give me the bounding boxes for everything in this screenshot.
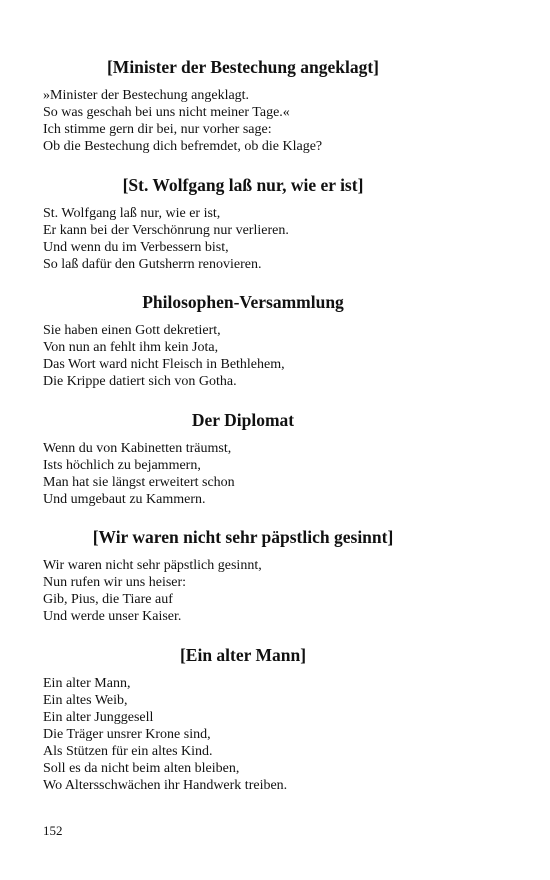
- poem-line: Und umgebaut zu Kammern.: [43, 492, 206, 507]
- poem-line: Die Krippe datiert sich von Gotha.: [43, 374, 237, 389]
- poem-line: Das Wort ward nicht Fleisch in Bethlehem,: [43, 357, 285, 372]
- poem-title: Philosophen-Versammlung: [142, 292, 344, 312]
- poem-wir-waren: [43, 527, 443, 625]
- poem-line: Soll es da nicht beim alten bleiben,: [43, 761, 240, 776]
- poem-line: Und werde unser Kaiser.: [43, 609, 182, 624]
- poem-line: Gib, Pius, die Tiare auf: [43, 592, 173, 607]
- poem-line: Ich stimme gern dir bei, nur vorher sage:: [43, 122, 272, 137]
- poem-lines: [43, 87, 443, 155]
- poem-line: Und wenn du im Verbessern bist,: [43, 240, 229, 255]
- poem-lines: [43, 322, 443, 390]
- poem-line: Von nun an fehlt ihm kein Jota,: [43, 340, 219, 355]
- poem-line: So laß dafür den Gutsherrn renovieren.: [43, 257, 262, 272]
- poem-line: »Minister der Bestechung angeklagt.: [43, 88, 250, 103]
- poem-line: Als Stützen für ein altes Kind.: [43, 744, 213, 759]
- poem-line: Ein alter Mann,: [43, 676, 131, 691]
- poem-lines: [43, 205, 443, 273]
- poem-title: [Ein alter Mann]: [179, 645, 307, 665]
- poem-title: [Minister der Bestechung angeklagt]: [106, 57, 380, 77]
- poem-line: Nun rufen wir uns heiser:: [43, 575, 187, 590]
- poem-lines: [43, 440, 443, 508]
- page-number: 152: [43, 823, 63, 838]
- poem-line: Er kann bei der Verschönrung nur verlieren.: [43, 223, 289, 238]
- poem-title: Der Diplomat: [191, 410, 295, 430]
- poem-lines: [43, 557, 443, 625]
- poem-line: Die Träger unsrer Krone sind,: [43, 727, 211, 742]
- poem-line: Wo Altersschwächen ihr Handwerk treiben.: [43, 778, 288, 793]
- poem-line: Wenn du von Kabinetten träumst,: [43, 441, 232, 456]
- poem-st-wolfgang: [43, 175, 443, 273]
- poem-minister: [43, 57, 443, 155]
- poem-line: Man hat sie längst erweitert schon: [43, 475, 235, 490]
- poem-philosophen-versammlung: [43, 292, 443, 390]
- poem-line: Ein altes Weib,: [43, 693, 128, 708]
- poem-line: Sie haben einen Gott dekretiert,: [43, 323, 221, 338]
- poem-line: St. Wolfgang laß nur, wie er ist,: [43, 206, 221, 221]
- poem-line: Ob die Bestechung dich befremdet, ob die Klage?: [43, 139, 323, 154]
- poem-title: [Wir waren nicht sehr päpstlich gesinnt]: [92, 527, 394, 547]
- poem-ein-alter-mann: [43, 645, 443, 794]
- poem-line: So was geschah bei uns nicht meiner Tage.«: [43, 105, 290, 120]
- poem-title: [St. Wolfgang laß nur, wie er ist]: [122, 175, 364, 195]
- poem-der-diplomat: [43, 410, 443, 508]
- poem-line: Ein alter Junggesell: [43, 710, 154, 725]
- poem-lines: [43, 675, 443, 794]
- poem-line: Wir waren nicht sehr päpstlich gesinnt,: [43, 558, 262, 573]
- poem-line: Ists höchlich zu bejammern,: [43, 458, 201, 473]
